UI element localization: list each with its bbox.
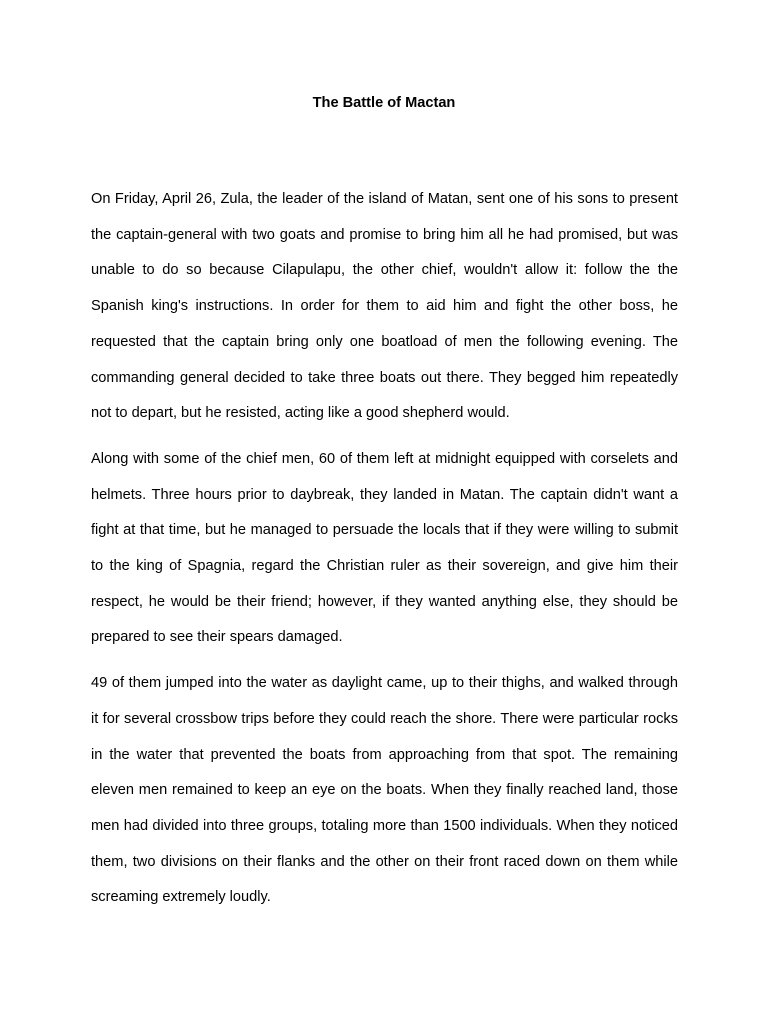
document-title: The Battle of Mactan (312, 95, 456, 111)
paragraph-1: On Friday, April 26, Zula, the leader of the island of Matan, sent one of his sons to present the captain-general with two goats and promise to bring him all he had promised, but was unable to do so because Cilapulapu, the other chief, wouldn't allow it: follow the the Spanish king's instructions. In order for them to aid him and fight the other boss, he requested that the captain bring only one boatload of men the following evening. The commanding general decided to take three boats out there. They begged him repeatedly not to depart, but he resisted, acting like a good shepherd would. (91, 191, 678, 422)
paragraph-3: 49 of them jumped into the water as daylight came, up to their thighs, and walked through it for several crossbow trips before they could reach the shore. There were particular rocks in the water that prevented the boats from approaching from that spot. The remaining eleven men remained to keep an eye on the boats. When they finally reached land, those men had divided into three groups, totaling more than 1500 individuals. When they noticed them, two divisions on their flanks and the other on their front raced down on them while screaming extremely loudly. (91, 675, 678, 906)
paragraph-2: Along with some of the chief men, 60 of them left at midnight equipped with corselets and helmets. Three hours prior to daybreak, they landed in Matan. The captain didn't want a fight at that time, but he managed to persuade the locals that if they were willing to submit to the king of Spagnia, regard the Christian ruler as their sovereign, and give him their respect, he would be their friend; however, if they wanted anything else, they should be prepared to see their spears damaged. (91, 450, 678, 646)
document-body (91, 182, 678, 916)
